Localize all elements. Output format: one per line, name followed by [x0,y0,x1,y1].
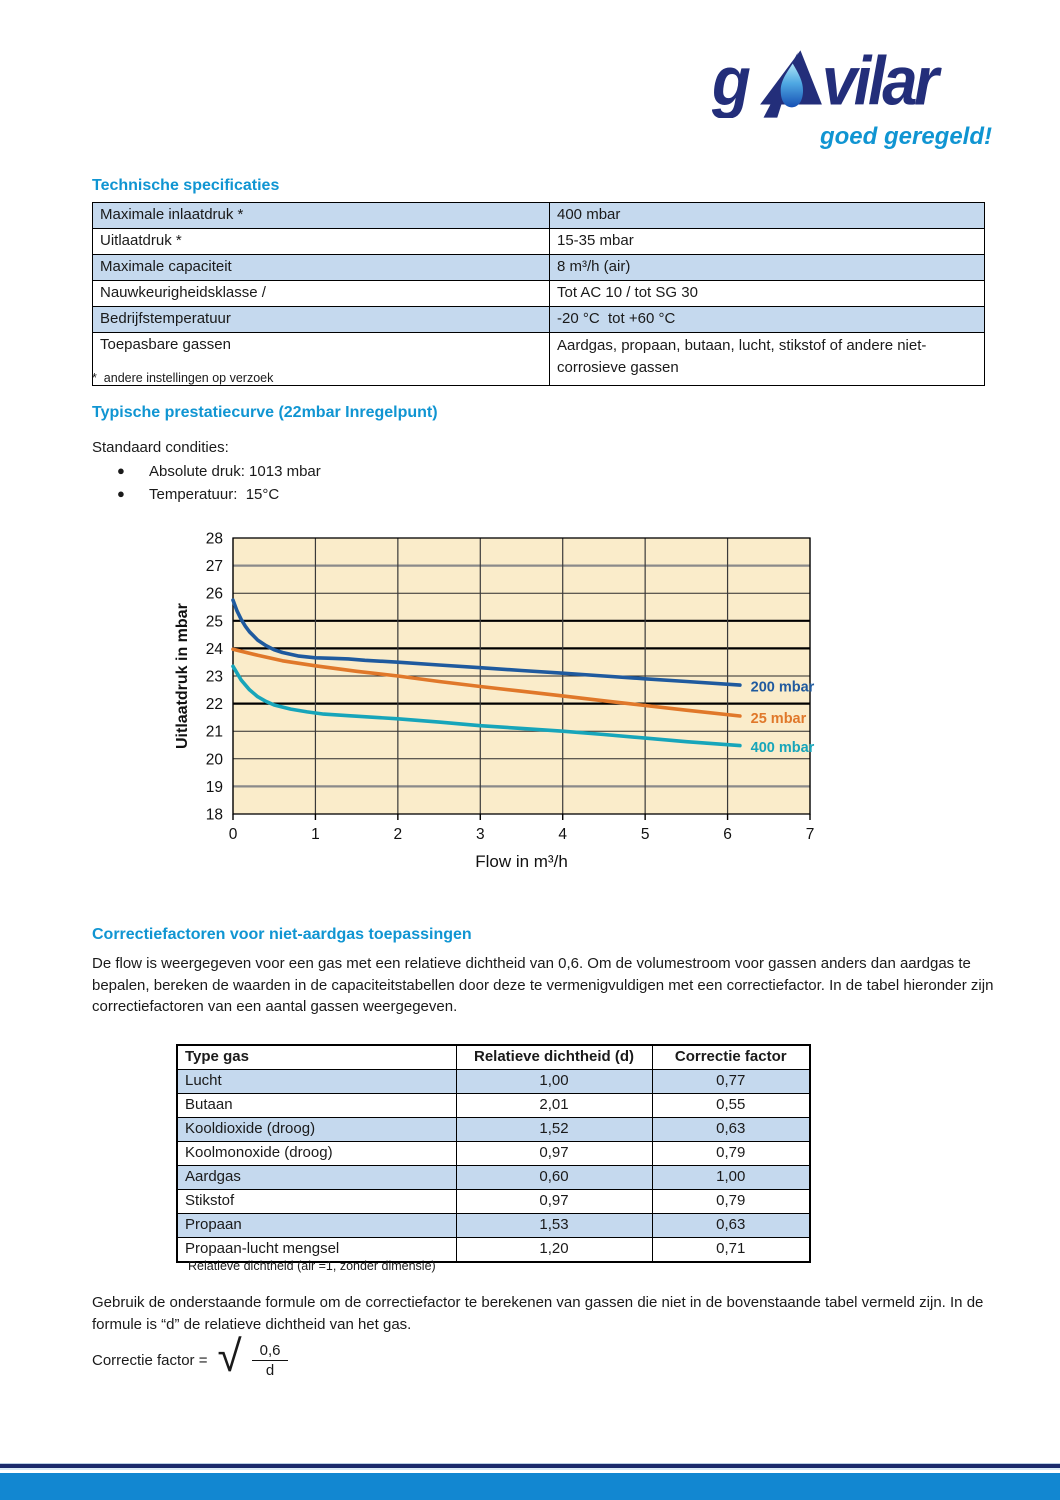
correction-heading: Correctiefactoren voor niet-aardgas toepassingen [92,926,472,943]
gas-density: 0,97 [456,1142,652,1166]
gas-factor: 0,55 [652,1094,810,1118]
gas-density: 2,01 [456,1094,652,1118]
conditions-list [117,463,321,509]
gas-name: Koolmonoxide (droog) [177,1142,456,1166]
gas-density: 1,52 [456,1118,652,1142]
table-row [177,1070,810,1094]
table-row [93,307,985,333]
spec-value: 400 mbar [550,203,985,229]
table-row [177,1190,810,1214]
y-tick-label: 22 [205,696,223,714]
x-tick-label: 2 [393,826,403,843]
spec-label: Maximale inlaatdruk * [93,203,550,229]
table-row [177,1118,810,1142]
spec-value: -20 °C tot +60 °C [550,307,985,333]
table-row [93,203,985,229]
x-tick-label: 7 [805,826,815,843]
condition-text: Absolute druk: 1013 mbar [149,463,321,480]
formula-fraction [252,1342,289,1379]
conditions-label: Standaard condities: [92,439,229,456]
correction-intro: De flow is weergegeven voor een gas met een relatieve dichtheid van 0,6. Om de volumestroom voor gassen anders dan aardgas te bepalen, bereken de waarden in de capaciteitstabellen door deze te vermenigvuldigen met een correctiefactor. In de tabel hieronder zijn correctiefactoren van een aantal gassen weergegeven. [92,955,994,1015]
tech-specs-heading: Technische specificaties [92,177,280,194]
y-tick-label: 20 [205,751,223,769]
x-tick-label: 5 [640,826,650,843]
gas-name: Propaan [177,1214,456,1238]
y-tick-label: 26 [205,585,223,603]
x-tick-label: 6 [723,826,732,843]
formula-intro: Gebruik de onderstaande formule om de correctiefactor te berekenen van gassen die niet in de bovenstaande tabel vermeld zijn. In de formule is “d” de relatieve dichtheid van het gas. [92,1294,984,1333]
x-tick-label: 1 [311,826,320,843]
y-tick-label: 25 [205,613,223,631]
gas-factor: 0,79 [652,1190,810,1214]
column-header: Correctie factor [652,1045,810,1070]
series-label: 25 mbar [750,710,807,727]
y-tick-label: 23 [205,668,223,686]
logo-tagline: goed geregeld! [819,123,992,150]
gas-name: Lucht [177,1070,456,1094]
x-tick-label: 4 [558,826,568,843]
footer-blue-band [0,1473,1060,1500]
svg-text:vilar: vilar [821,50,936,118]
correction-table-note: Relatieve dichtheid (air =1, zonder dimensie) [188,1259,436,1273]
y-tick-label: 18 [205,806,223,824]
series-label: 200 mbar [750,679,815,696]
table-row [93,229,985,255]
y-tick-label: 28 [205,530,223,548]
y-tick-label: 19 [205,778,223,796]
column-header: Type gas [177,1045,456,1070]
series-label: 400 mbar [750,740,815,757]
spec-label: Nauwkeurigheidsklasse / [93,281,550,307]
y-tick-label: 24 [205,640,223,658]
spec-value: Tot AC 10 / tot SG 30 [550,281,985,307]
radical-sign-icon: √ [217,1332,242,1381]
gas-factor: 0,63 [652,1214,810,1238]
company-logo [712,50,992,151]
x-tick-label: 3 [475,826,485,843]
correction-table [176,1044,811,1263]
bullet-icon: ● [117,486,125,501]
curve-heading: Typische prestatiecurve (22mbar Inregelpunt) [92,404,438,421]
gas-name: Kooldioxide (droog) [177,1118,456,1142]
gas-factor: 1,00 [652,1166,810,1190]
gavilar-wordmark-icon [712,50,992,118]
spec-value: Aardgas, propaan, butaan, lucht, stikstof of andere niet-corrosieve gassen [550,333,985,386]
gas-density: 0,97 [456,1190,652,1214]
gas-density: 1,00 [456,1070,652,1094]
gas-factor: 0,63 [652,1118,810,1142]
gas-name: Stikstof [177,1190,456,1214]
correction-formula [92,1332,288,1383]
fraction-denominator: d [265,1361,275,1379]
column-header: Relatieve dichtheid (d) [456,1045,652,1070]
gas-density: 1,53 [456,1214,652,1238]
svg-text:g: g [712,50,749,118]
formula-label: Correctie factor = [92,1351,208,1369]
list-item [117,463,321,480]
spec-label: Uitlaatdruk * [93,229,550,255]
gas-factor: 0,79 [652,1142,810,1166]
fraction-numerator: 0,6 [252,1342,289,1361]
spec-label: Toepasbare gassen [93,333,550,386]
bullet-icon: ● [117,463,125,478]
table-row [93,255,985,281]
performance-chart-canvas [170,530,860,892]
spec-footnote: * andere instellingen op verzoek [92,371,274,385]
gas-name: Propaan-lucht mengsel [177,1238,456,1263]
tech-specs-table [92,202,985,386]
condition-text: Temperatuur: 15°C [149,486,280,503]
x-axis-title: Flow in m³/h [475,852,568,871]
spec-value: 15-35 mbar [550,229,985,255]
spec-label: Bedrijfstemperatuur [93,307,550,333]
table-row [177,1214,810,1238]
y-tick-label: 21 [205,723,223,741]
gas-factor: 0,71 [652,1238,810,1263]
gas-density: 1,20 [456,1238,652,1263]
footer-navy-stripe [0,1463,1060,1470]
gas-name: Aardgas [177,1166,456,1190]
table-row [177,1094,810,1118]
y-axis-title: Uitlaatdruk in mbar [174,603,191,749]
performance-chart [170,530,860,892]
gas-name: Butaan [177,1094,456,1118]
spec-value: 8 m³/h (air) [550,255,985,281]
gas-density: 0,60 [456,1166,652,1190]
table-header-row [177,1045,810,1070]
gas-factor: 0,77 [652,1070,810,1094]
y-tick-label: 27 [205,558,223,576]
table-row [177,1166,810,1190]
table-row [177,1142,810,1166]
table-row [93,281,985,307]
list-item [117,486,321,503]
x-tick-label: 0 [228,826,238,843]
spec-label: Maximale capaciteit [93,255,550,281]
